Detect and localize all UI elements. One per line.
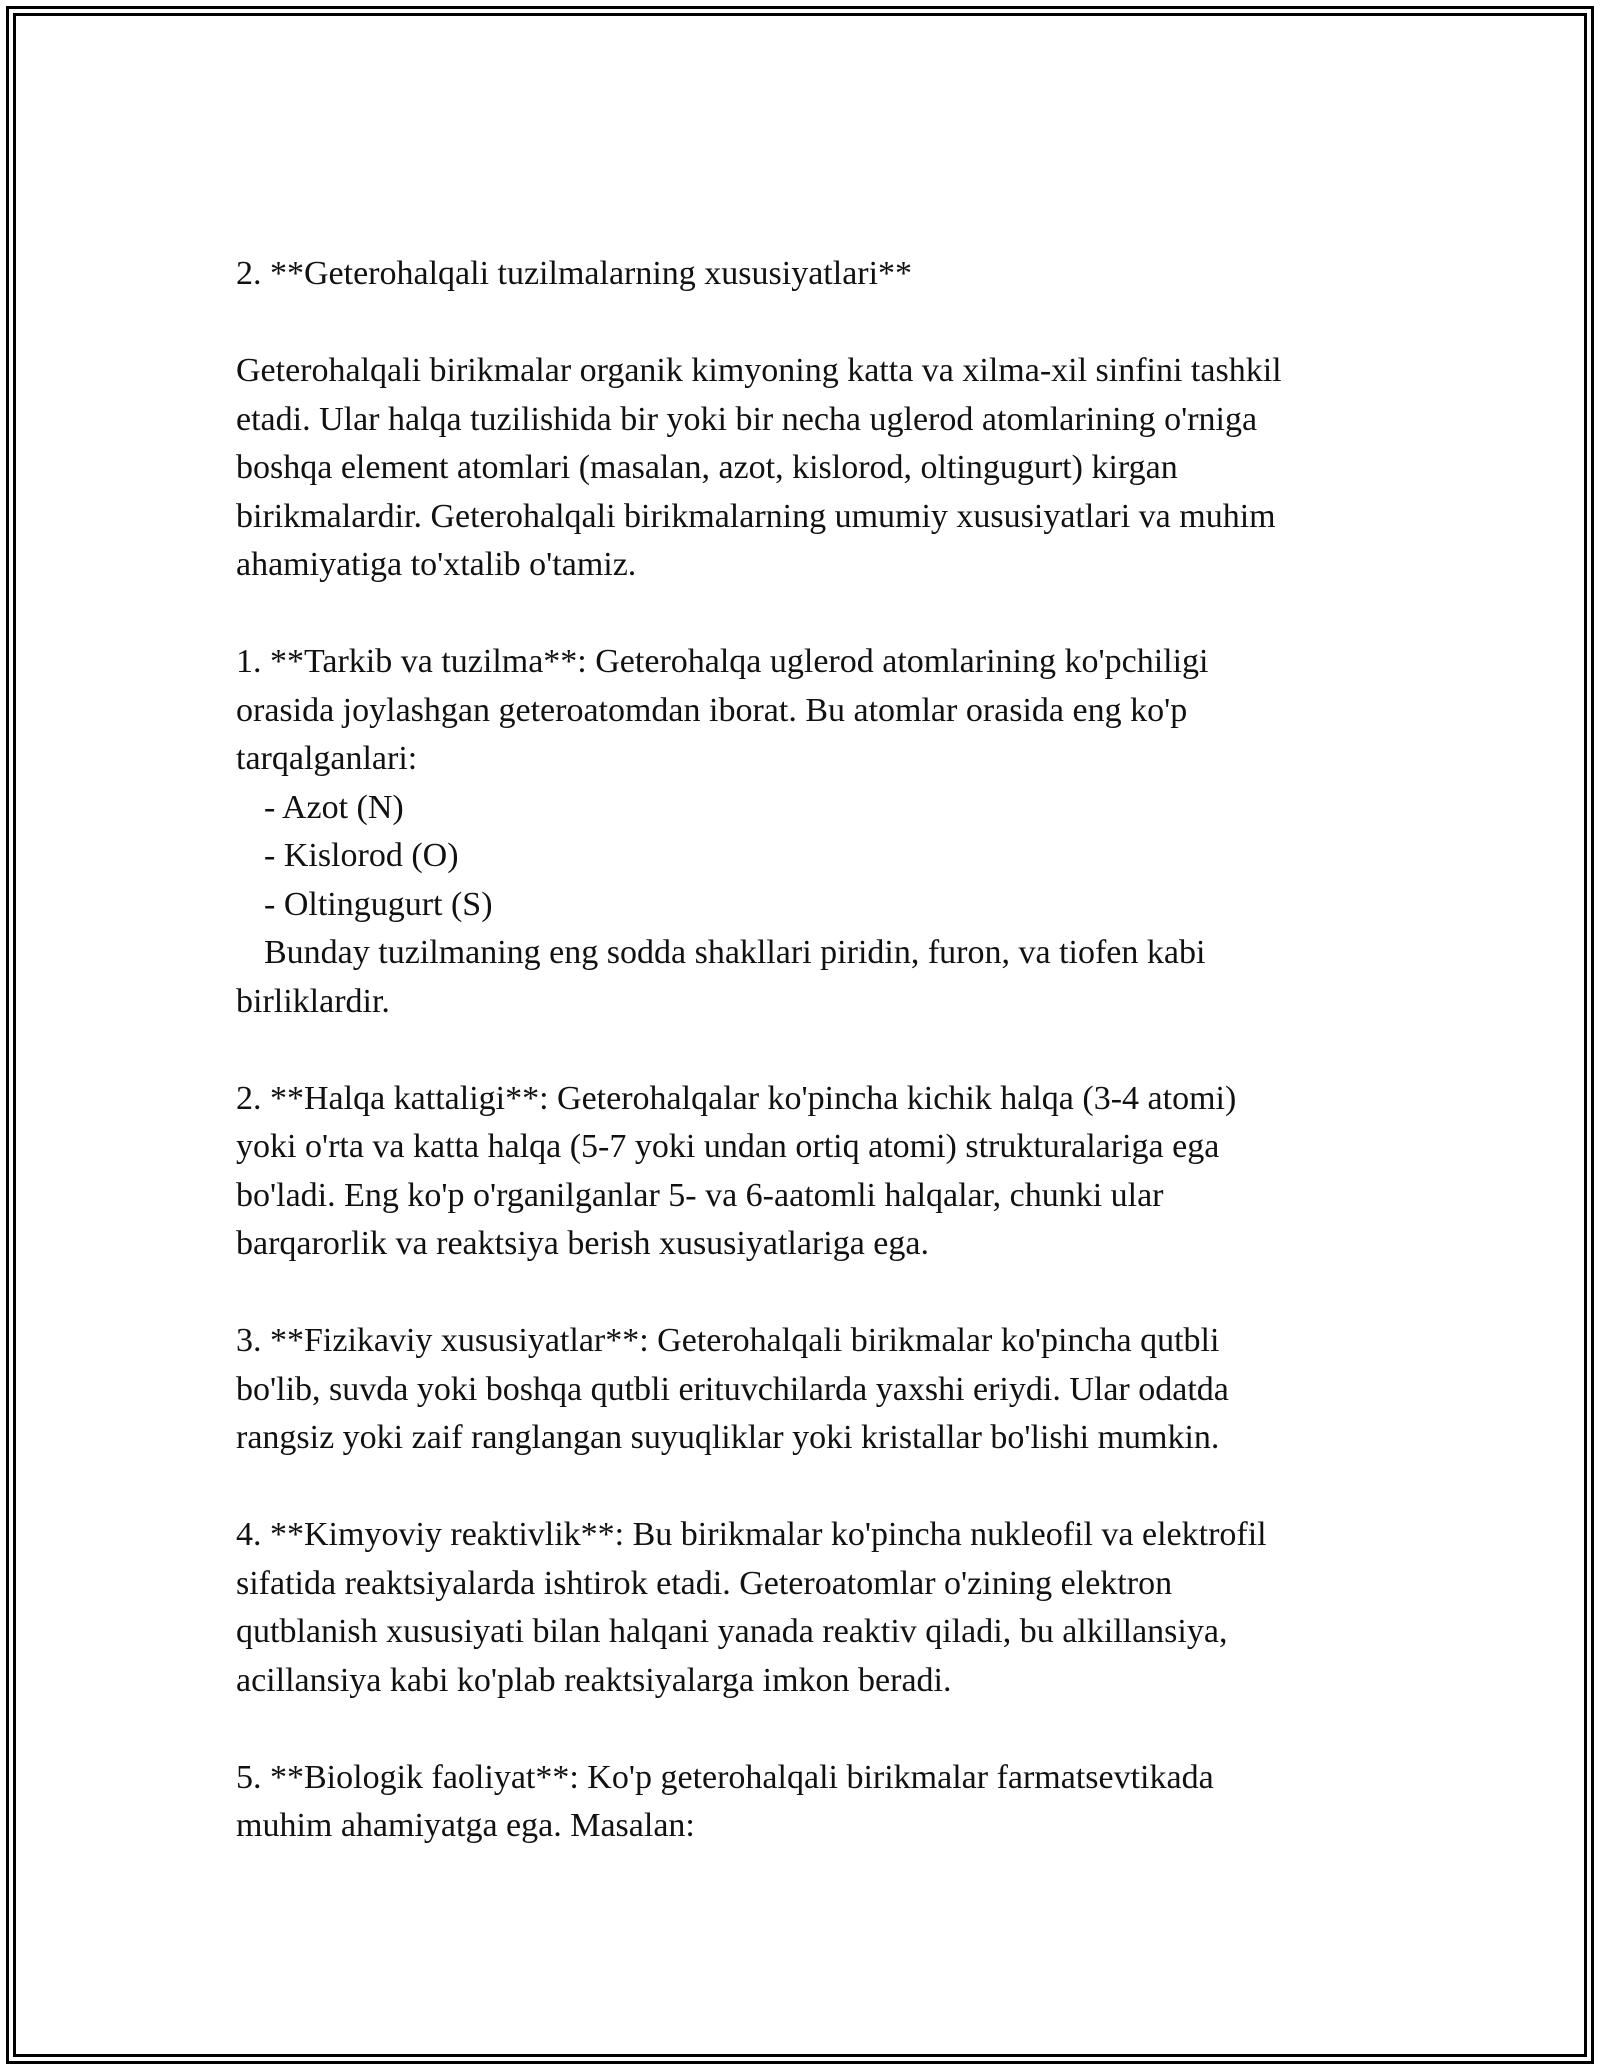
paragraph-gap [236, 1463, 1396, 1512]
text-line: bo'ladi. Eng ko'p o'rganilganlar 5- va 6-aatomli halqalar, chunki ular [236, 1176, 1164, 1214]
text-line: boshqa element atomlari (masalan, azot, kislorod, oltingugurt) kirgan [236, 449, 1178, 486]
section-physical-properties [236, 1317, 1396, 1463]
text-line: ahamiyatiga to'xtalib o'tamiz. [236, 546, 637, 583]
section-chemical-reactivity [236, 1511, 1396, 1705]
document-body [236, 250, 1396, 1851]
text-line: 1. **Tarkib va tuzilma**: Geterohalqa uglerod atomlarining ko'pchiligi [236, 643, 1209, 680]
list-item: - Kislorod (O) [264, 837, 459, 874]
text-line: 4. **Kimyoviy reaktivlik**: Bu birikmalar ko'pincha nukleofil va elektrofil [236, 1516, 1267, 1553]
intro-paragraph [236, 347, 1396, 590]
text-line: tarqalganlari: [236, 740, 418, 777]
text-line: birliklardir. [236, 982, 390, 1020]
section-biological-activity [236, 1754, 1396, 1851]
text-line: 3. **Fizikaviy xususiyatlar**: Geterohalqali birikmalar ko'pincha qutbli [236, 1322, 1220, 1359]
text-line: rangsiz yoki zaif ranglangan suyuqliklar yoki kristallar bo'lishi mumkin. [236, 1419, 1220, 1456]
paragraph-gap [236, 590, 1396, 639]
paragraph-gap [236, 1705, 1396, 1754]
text-line: orasida joylashgan geteroatomdan iborat. Bu atomlar orasida eng ko'p [236, 691, 1188, 729]
text-line: yoki o'rta va katta halqa (5-7 yoki undan ortiq atomi) strukturalariga ega [236, 1128, 1220, 1165]
text-line: barqarorlik va reaktsiya berish xususiyatlariga ega. [236, 1225, 929, 1262]
text-line: Bunday tuzilmaning eng sodda shakllari piridin, furon, va tiofen kabi [264, 934, 1206, 971]
text-line: qutblanish xususiyati bilan halqani yanada reaktiv qiladi, bu alkillansiya, [236, 1613, 1228, 1650]
text-line: acillansiya kabi ko'plab reaktsiyalarga imkon beradi. [236, 1661, 952, 1699]
paragraph-gap [236, 1026, 1396, 1075]
text-line: bo'lib, suvda yoki boshqa qutbli erituvchilarda yaxshi eriydi. Ular odatda [236, 1370, 1229, 1408]
text-line: muhim ahamiyatga ega. Masalan: [236, 1807, 695, 1844]
section-ring-size [236, 1075, 1396, 1269]
text-line: etadi. Ular halqa tuzilishida bir yoki bir necha uglerod atomlarining o'rniga [236, 400, 1258, 438]
paragraph-gap [236, 1269, 1396, 1318]
section-composition [236, 638, 1396, 1026]
list-item: - Oltingugurt (S) [264, 885, 493, 923]
text-line: 2. **Halqa kattaligi**: Geterohalqalar ko'pincha kichik halqa (3-4 atomi) [236, 1079, 1237, 1117]
text-line: birikmalardir. Geterohalqali birikmalarning umumiy xususiyatlari va muhim [236, 497, 1276, 535]
list-item: - Azot (N) [264, 788, 404, 826]
text-line: 5. **Biologik faoliyat**: Ko'p geterohalqali birikmalar farmatsevtikada [236, 1758, 1214, 1796]
paragraph-gap [236, 299, 1396, 348]
text-line: Geterohalqali birikmalar organik kimyoning katta va xilma-xil sinfini tashkil [236, 352, 1282, 389]
section-heading: 2. **Geterohalqali tuzilmalarning xususiyatlari** [236, 255, 913, 292]
text-line: sifatida reaktsiyalarda ishtirok etadi. Geteroatomlar o'zining elektron [236, 1564, 1173, 1602]
